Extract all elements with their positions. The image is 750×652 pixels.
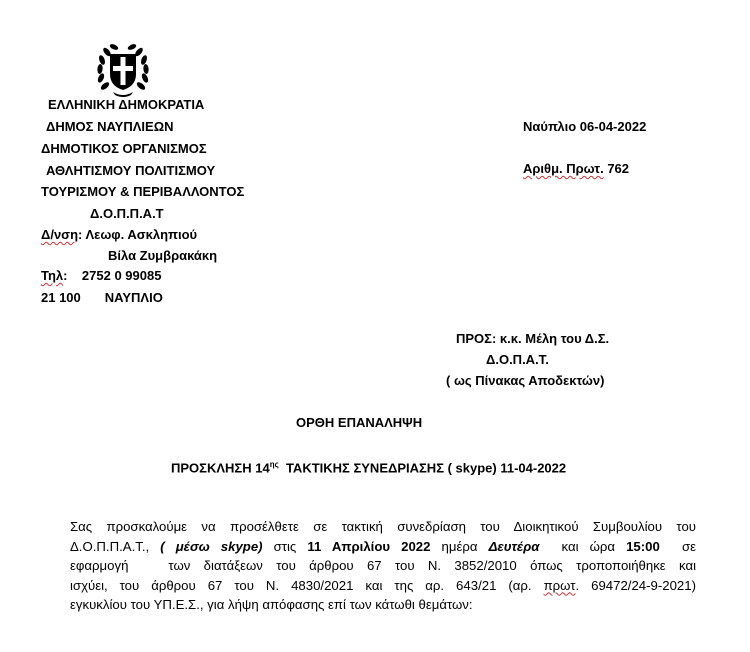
meeting-time: 15:00: [626, 538, 660, 554]
sender-line-municipality: ΔΗΜΟΣ ΝΑΥΠΛΙΕΩΝ: [46, 119, 174, 134]
sender-acronym: Δ.Ο.Π.Π.Α.Τ: [90, 206, 164, 221]
heading-invitation: [171, 457, 566, 475]
paragraph-line-5: εγκυκλίου του ΥΠ.Ε.Σ., για λήψη απόφασης επί των κάτωθι θεμάτων:: [70, 597, 473, 612]
circular-reference: . 69472/24-9-2021): [575, 577, 696, 593]
protocol-abbrev: πρωτ: [543, 577, 576, 593]
paragraph-line-3: εφαρμογή των διατάξεων του άρθρου 67 του Ν. 3852/2010 όπως τροποποιήθηκε και: [70, 558, 696, 573]
paragraph-line-4: [70, 576, 696, 596]
text-time: και ώρα: [539, 538, 627, 554]
phone-label: Τηλ: [41, 268, 64, 283]
postcode: 21 100: [41, 290, 81, 305]
invitation-ordinal: ης: [269, 460, 279, 469]
recipient-line3: ( ως Πίνακας Αποδεκτών): [446, 373, 605, 388]
invitation-prefix: ΠΡΟΣΚΛΗΣΗ 14: [171, 460, 270, 476]
meeting-weekday: Δευτέρα: [488, 538, 540, 554]
paragraph-line-2: [70, 537, 696, 557]
phone-value: : 2752 0 99085: [63, 268, 162, 283]
sender-phone: [41, 268, 161, 283]
text-on: στις: [262, 538, 308, 554]
place-date: Ναύπλιο 06-04-2022: [523, 119, 647, 134]
sender-line-sports-culture: ΑΘΛΗΤΙΣΜΟΥ ΠΟΛΙΤΙΣΜΟΥ: [46, 163, 216, 178]
sender-line-tourism-environment: ΤΟΥΡΙΣΜΟΥ & ΠΕΡΙΒΑΛΛΟΝΤΟΣ: [41, 184, 245, 199]
text-day: ημέρα: [430, 538, 489, 554]
skype-note: ( μέσω skype): [160, 538, 263, 554]
paragraph-line-1: Σας προσκαλούμε να προσέλθετε σε τακτική συνεδρίαση του Διοικητικού Συμβουλίου του: [70, 519, 696, 534]
sender-address: [41, 227, 197, 242]
sender-line-organisation: ΔΗΜΟΤΙΚΟΣ ΟΡΓΑΝΙΣΜΟΣ: [41, 141, 207, 156]
address-value: : Λεωφ. Ασκληπιού: [78, 227, 198, 242]
text-in: σε: [659, 538, 696, 554]
recipient-line1: ΠΡΟΣ: κ.κ. Μέλη του Δ.Σ.: [456, 331, 610, 346]
org-name: Δ.Ο.Π.Π.Α.Τ.,: [70, 538, 161, 554]
law-reference: ισχύει, του άρθρου 67 του Ν. 4830/2021 και της αρ. 643/21 (αρ.: [70, 577, 544, 593]
sender-line-republic: ΕΛΛΗΝΙΚΗ ΔΗΜΟΚΡΑΤΙΑ: [48, 97, 205, 112]
protocol-number: [523, 161, 629, 176]
protocol-label: Αριθμ. Πρωτ.: [523, 161, 604, 176]
recipient-line2: Δ.Ο.Π.Α.Τ.: [486, 352, 549, 367]
coat-of-arms-emblem: [93, 42, 153, 98]
sender-address-line2: Βίλα Ζυμβρακάκη: [108, 248, 218, 263]
invitation-suffix: ΤΑΚΤΙΚΗΣ ΣΥΝΕΔΡΙΑΣΗΣ ( skype) 11-04-2022: [278, 460, 567, 476]
invitation-paragraph: [70, 517, 696, 615]
protocol-value: 762: [603, 161, 630, 176]
heading-repeat: ΟΡΘΗ ΕΠΑΝΑΛΗΨΗ: [296, 415, 423, 430]
sender-postcode-city: [41, 290, 163, 305]
meeting-date: 11 Απριλίου 2022: [307, 538, 431, 554]
city: ΝΑΥΠΛΙΟ: [104, 290, 163, 305]
address-label: Δ/νση: [41, 227, 79, 242]
